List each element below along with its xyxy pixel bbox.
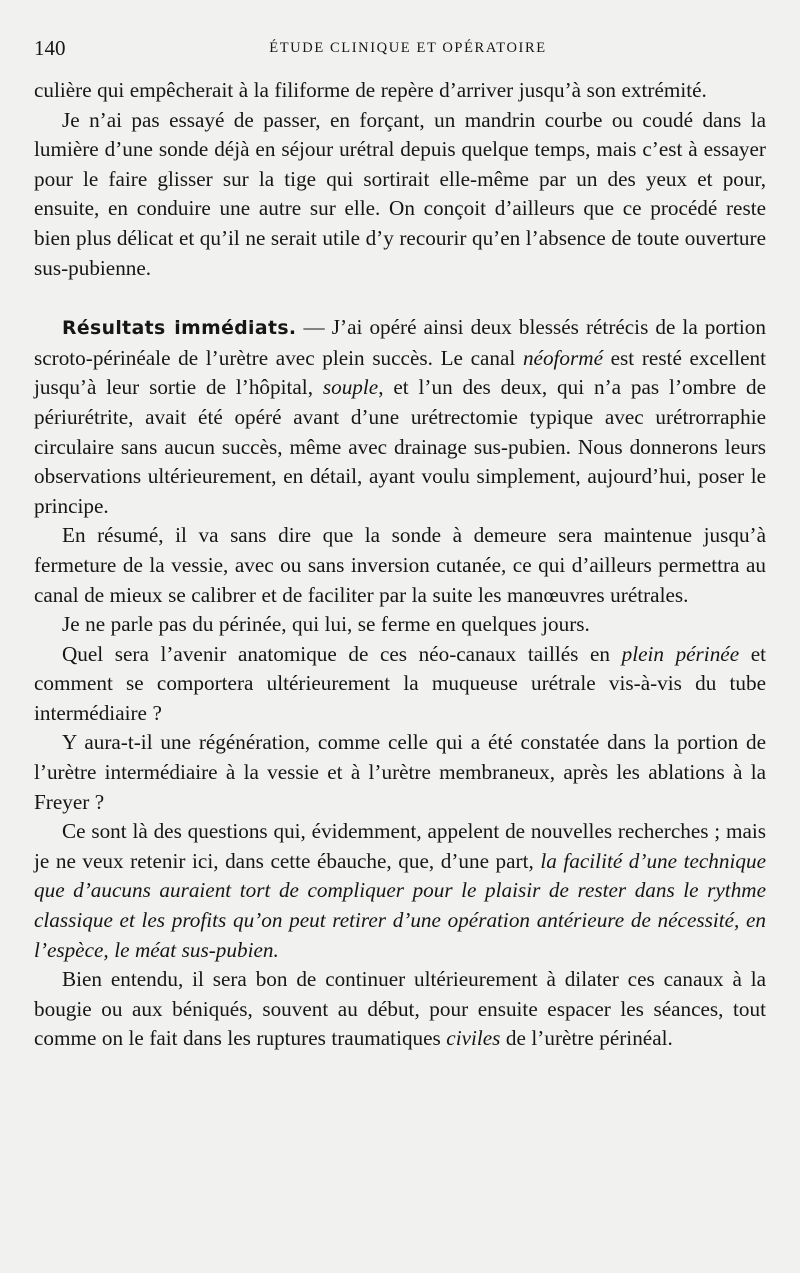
running-head — [34, 32, 766, 64]
body-text — [34, 76, 766, 1054]
paragraph-resume: En résumé, il va sans dire que la sonde à demeure sera maintenue jusqu’à fermeture de la vessie, avec ou sans inversion cutanée, ce qui d’ailleurs permettra au canal de mieux se calibrer et de faciliter par la suite les manœuvres urétrales. — [34, 523, 766, 607]
section-heading: Résultats immédiats. — [62, 318, 297, 340]
paragraph-mandrin: Je n’ai pas essayé de passer, en forçant, un mandrin courbe ou coudé dans la lumière d’une sonde déjà en séjour urétral depuis quelque temps, mais c’est à essayer pour le faire glisser sur la tige qui sortirait elle-même par un des yeux et pour, ensuite, en conduire une autre sur elle. On conçoit d’ailleurs que ce procédé reste bien plus délicat et qu’il ne serait utile d’y recourir qu’en l’absence de toute ouverture sus-pubienne. — [34, 107, 766, 280]
page-number: 140 — [34, 36, 66, 60]
paragraph-avenir: Quel sera l’avenir anatomique de ces néo-canaux taillés en plein périnée et comment se comportera ultérieurement la muqueuse urétrale vis-à-vis du tube intermédiaire ? — [34, 641, 766, 725]
paragraph-perinee: Je ne parle pas du périnée, qui lui, se ferme en quelques jours. — [62, 612, 590, 637]
paragraph-bien-entendu: Bien entendu, il sera bon de continuer ultérieurement à dilater ces canaux à la bougie ou aux béniqués, souvent au début, pour ensuite espacer les séances, tout comme on le fait dans les ruptures traumatiques civiles de l’urètre périnéal. — [34, 967, 766, 1051]
paragraph-questions: Ce sont là des questions qui, évidemment, appelent de nouvelles recherches ; mais je ne veux retenir ici, dans cette ébauche, que, d’une part, la facilité d’une technique que d’aucuns auraient tort de compliquer pour le plaisir de rester dans le rythme classique et les profits qu’on peut retirer d’une opération antérieure de nécessité, en l’espèce, le méat sus-pubien. — [34, 819, 766, 962]
paragraph-continuation: culière qui empêcherait à la filiforme de repère d’arriver jusqu’à son extrémité. — [34, 78, 707, 102]
paragraph-resultats: Résultats immédiats. — J’ai opéré ainsi deux blessés rétrécis de la portion scroto-périnéale de l’urètre avec plein succès. Le canal néoformé est resté excellent jusqu’à leur sortie de l’hôpital, souple, et l’un des deux, qui n’a pas l’ombre de périurétrite, avait été opéré avant d’une urétrectomie typique avec urétrorraphie circulaire sans aucun succès, même avec drainage sus-pubien. Nous donnerons leurs observations ultérieurement, en détail, ayant voulu simplement, aujourd’hui, poser le principe. — [34, 315, 767, 518]
running-title: ÉTUDE CLINIQUE ET OPÉRATOIRE — [269, 40, 547, 56]
paragraph-regeneration: Y aura-t-il une régénération, comme celle qui a été constatée dans la portion de l’urètre intermédiaire à la vessie et à l’urètre membraneux, après les ablations à la Freyer ? — [34, 730, 766, 814]
